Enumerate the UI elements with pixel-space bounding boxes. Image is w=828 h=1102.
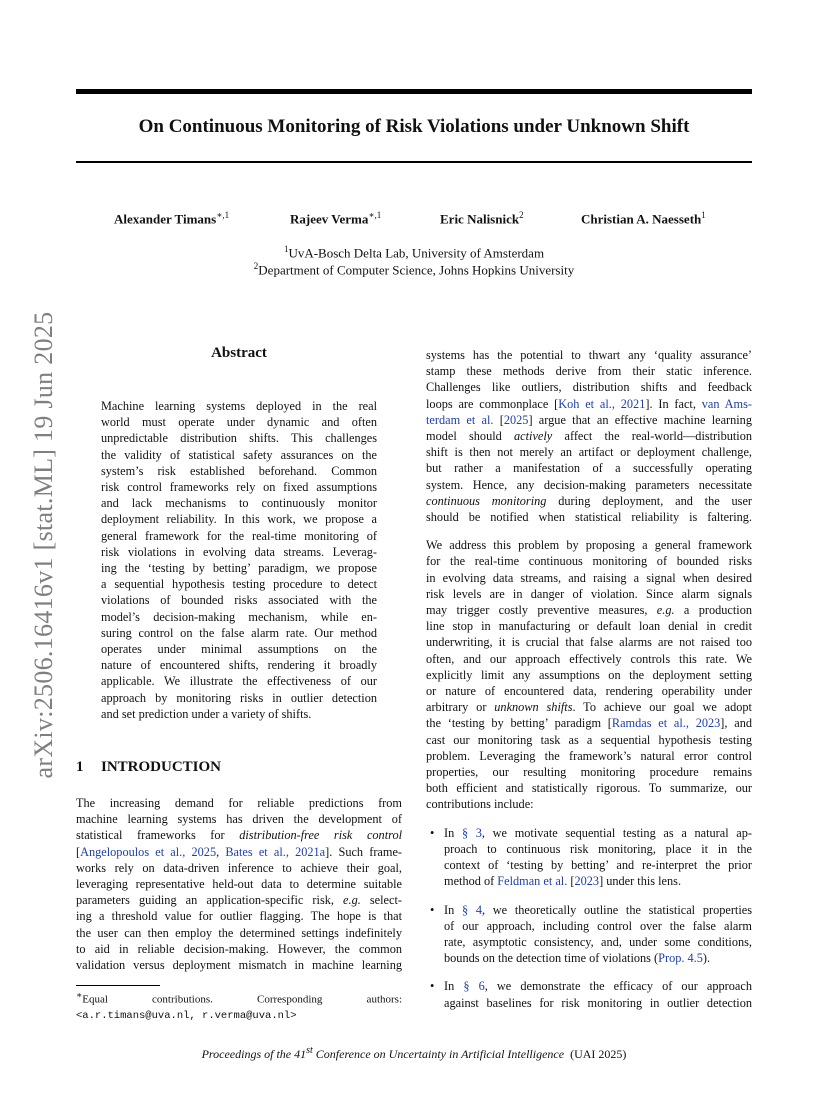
citation-link[interactable]: Bates et al., 2021a <box>225 844 326 859</box>
text-span: cast our monitoring task as a sequential hypothesis testing <box>426 732 752 747</box>
text-line <box>426 748 752 764</box>
text-span: The increasing demand for reliable predictions from <box>76 796 402 810</box>
text-line <box>426 732 752 748</box>
text-span: parameters guiding an application-specific risk, <box>76 893 344 908</box>
abstract-line: risk violations in evolving data streams. Leverag- <box>101 544 377 559</box>
text-line <box>76 908 402 924</box>
text-line <box>76 957 402 973</box>
footnote-emails: <a.r.timans@uva.nl, r.verma@uva.nl> <box>76 1009 297 1022</box>
text-span: Challenges like outliers, distribution shifts and feedback <box>426 380 752 395</box>
text-span: [ <box>567 874 575 889</box>
text-span: against baselines for risk monitoring in outlier detection <box>444 995 752 1010</box>
title-bottom-rule <box>76 161 752 163</box>
text-span: model should <box>426 429 515 444</box>
text-line <box>444 873 752 889</box>
text-span: may trigger costly preventive measures, <box>426 603 657 618</box>
text-span: a production <box>674 603 752 618</box>
text-line <box>426 683 752 699</box>
text-line <box>444 978 752 994</box>
citation-link[interactable]: van Ams- <box>701 396 752 411</box>
text-span: should be notified when statistical reliability is faltering. <box>426 510 752 525</box>
abstract-line: nature of encountered shifts, rendering it broadly <box>101 658 377 673</box>
text-span: system. Hence, any decision-making parameters necessitate <box>426 477 752 492</box>
footnote <box>76 988 402 1024</box>
intro-left-column <box>76 795 402 973</box>
text-line <box>444 934 752 950</box>
text-span: leveraging representative held-out data to determine suitable <box>76 877 402 892</box>
text-line <box>444 841 752 857</box>
text-span: [ <box>493 412 504 427</box>
text-span: proach to continuous risk monitoring, place it in the <box>444 841 752 856</box>
text-span: risk levels are in danger of violation. Since alarm signals <box>426 586 752 601</box>
text-span: stamp these methods derive from their static inference. <box>426 364 752 379</box>
abstract-line: risk control frameworks rely on fixed assumptions <box>101 480 377 495</box>
text-span: method of <box>444 874 498 889</box>
abstract-heading: Abstract <box>211 345 267 361</box>
text-span: , we theoretically outline the statistical properties <box>482 902 752 917</box>
text-span: In <box>444 902 462 917</box>
contribution-item <box>426 825 752 890</box>
text-line <box>444 995 752 1011</box>
text-line <box>426 715 752 731</box>
text-span: the ‘testing by betting’ paradigm [ <box>426 716 612 731</box>
text-span: line stop in manufacturing or default loan denial in credit <box>426 619 752 634</box>
abstract-line: model’s decision-making mechanism, while en- <box>101 609 377 624</box>
bullet-icon: • <box>430 979 435 994</box>
text-span: , we motivate sequential testing as a natural ap- <box>481 825 752 840</box>
text-span: shift is then not merely an artifact or deployment challenge, <box>426 445 752 460</box>
intro-paragraph <box>426 537 752 812</box>
text-line <box>426 602 752 618</box>
text-span: In <box>444 825 462 840</box>
citation-link[interactable]: Ramdas et al., 2023 <box>611 716 721 731</box>
text-line <box>426 347 752 363</box>
text-span: statistical frameworks for <box>76 828 240 843</box>
text-line <box>76 941 402 957</box>
abstract-line: a sequential hypothesis testing procedure to detect <box>101 577 377 592</box>
footnote-mark: ∗ <box>76 990 83 1000</box>
text-line <box>426 537 752 553</box>
citation-link[interactable]: Koh et al., 2021 <box>558 396 646 411</box>
affiliation: $^2$Department of Computer Science, Johns Hopkins University <box>253 261 575 278</box>
text-span: of our approach, including control over the false alarm <box>444 918 752 933</box>
arxiv-stamp: arXiv:2506.16416v1 [stat.ML] 19 Jun 2025 <box>29 311 58 779</box>
abstract-line: and lack mechanisms to continuously monitor <box>101 496 377 511</box>
text-line <box>426 570 752 586</box>
text-line <box>426 444 752 460</box>
citation-link[interactable]: Feldman et al. <box>497 874 568 889</box>
emphasis-text: e.g. <box>656 603 675 618</box>
footnote-rule <box>76 985 160 986</box>
citation-link[interactable]: terdam et al. <box>426 412 494 427</box>
text-line <box>426 493 752 509</box>
text-span: In <box>444 979 464 994</box>
emphasis-text: e.g. <box>343 893 361 908</box>
text-span: works rely on data-driven inference to achieve their goal, <box>76 860 402 875</box>
text-span: the user can then employ the determined settings indefinitely <box>76 925 402 940</box>
text-line <box>76 795 402 811</box>
text-line <box>444 902 752 918</box>
text-line <box>426 618 752 634</box>
abstract-line: applicable. We illustrate the effectiveness of our <box>101 674 377 689</box>
citation-link[interactable]: § 3 <box>461 825 482 840</box>
text-line <box>426 699 752 715</box>
text-line <box>426 428 752 444</box>
abstract-line: general framework for the real-time monitoring of <box>101 528 377 543</box>
text-span: for the real-time continuous monitoring of bounded risks <box>426 554 752 569</box>
citation-link[interactable]: § 6 <box>463 979 485 994</box>
abstract-line: violations of bounded risks associated with the <box>101 593 377 608</box>
bullet-icon: • <box>430 825 435 840</box>
text-span: explicitly limit any assumptions on the deployment setting <box>426 667 752 682</box>
emphasis-text: continuous monitoring <box>426 493 547 508</box>
text-span: We address this problem by proposing a general framework <box>426 538 752 553</box>
text-span: . To achieve our goal we adopt <box>572 700 752 715</box>
text-span: problem. Leveraging the framework’s natural error control <box>426 748 752 763</box>
text-span: in evolving data streams, and raising a signal when desired <box>426 570 752 585</box>
text-span: ]. In fact, <box>645 396 702 411</box>
text-span: ]. Such frame- <box>325 844 403 859</box>
text-span: often, and our approach effectively controls this rate. We <box>426 651 752 666</box>
text-span: , we demonstrate the efficacy of our approach <box>484 979 752 994</box>
text-line <box>426 553 752 569</box>
intro-right-column <box>426 347 752 1023</box>
citation-link[interactable]: 2025 <box>503 412 529 427</box>
text-line <box>426 764 752 780</box>
abstract-body <box>101 398 377 722</box>
text-line <box>444 950 752 966</box>
abstract-line: system’s risk established beforehand. Common <box>101 463 377 478</box>
text-span: bounds on the detection time of violations ( <box>444 951 659 966</box>
text-line <box>426 780 752 796</box>
text-span: machine learning systems has driven the development of <box>76 812 402 827</box>
footnote-label: Equal contributions. Corresponding authors: <box>82 993 402 1006</box>
author-name: Rajeev Verma$^{∗,1}$ <box>290 210 382 227</box>
text-line <box>76 925 402 941</box>
citation-link[interactable]: 2023 <box>574 874 600 889</box>
emphasis-text: unknown shifts <box>494 700 573 715</box>
text-line <box>426 412 752 428</box>
text-span: context of ‘testing by betting’ and re-interpret the prior <box>444 858 752 873</box>
text-line <box>426 667 752 683</box>
text-span: or nature of encountered data, rendering operability under <box>426 684 752 699</box>
text-span: ] argue that an effective machine learning <box>528 412 752 427</box>
emphasis-text: distribution-free risk control <box>239 828 403 843</box>
text-line <box>76 876 402 892</box>
emphasis-text: actively <box>514 429 553 444</box>
citation-link[interactable]: Prop. 4.5 <box>658 951 703 966</box>
text-span: both efficient and statistically rigorous. To summarize, our <box>426 781 752 796</box>
contribution-item <box>426 978 752 1010</box>
proceedings-footer: Proceedings of the 41st Conference on Uncertainty in Artificial Intelligence (UAI 2025) <box>201 1045 627 1061</box>
text-line <box>444 918 752 934</box>
text-line <box>426 477 752 493</box>
text-span: ). <box>702 951 711 966</box>
text-line <box>426 796 752 812</box>
abstract-line: ing the ‘testing by betting’ paradigm, we propose <box>101 561 377 576</box>
paper-title: On Continuous Monitoring of Risk Violations under Unknown Shift <box>138 116 690 137</box>
text-line <box>426 509 752 525</box>
text-span: contributions include: <box>426 797 534 812</box>
section-heading: 1 INTRODUCTION <box>76 759 222 775</box>
text-span: loops are commonplace [ <box>426 396 559 411</box>
text-line <box>426 634 752 650</box>
abstract-line: Machine learning systems deployed in the real <box>101 399 377 413</box>
contribution-item <box>426 902 752 967</box>
text-span: systems has the potential to thwart any ‘quality assurance’ <box>426 348 752 362</box>
intro-paragraph <box>426 347 752 525</box>
author-name: Eric Nalisnick$^2$ <box>440 210 524 227</box>
text-span: to aid in reliable decision-making. However, the common <box>76 941 402 956</box>
text-span: select- <box>360 893 402 908</box>
text-span: during deployment, and the user <box>546 493 752 508</box>
abstract-line: world must operate under dynamic and often <box>101 415 377 430</box>
abstract-line: the validity of statistical safety assurances on the <box>101 447 377 462</box>
text-line <box>426 460 752 476</box>
author-name: Alexander Timans$^{∗,1}$ <box>114 210 230 227</box>
abstract-line: suring control on the false alarm rate. Our method <box>101 625 377 640</box>
text-line <box>76 892 402 908</box>
text-span: ing a threshold value for outlier flagging. The hope is that <box>76 909 402 924</box>
text-line <box>444 825 752 841</box>
text-span: , <box>216 844 226 859</box>
text-line <box>426 651 752 667</box>
top-rule <box>76 89 752 94</box>
text-span: affect the real-world—distribution <box>552 429 752 444</box>
author-name: Christian A. Naesseth$^1$ <box>581 210 706 227</box>
text-line <box>426 586 752 602</box>
citation-link[interactable]: § 4 <box>461 902 482 917</box>
text-span: validation versus deployment mismatch in machine learning <box>76 958 402 973</box>
text-line <box>426 363 752 379</box>
text-line <box>444 857 752 873</box>
text-line <box>76 860 402 876</box>
abstract-line: approach by monitoring risks in outlier detection <box>101 690 377 705</box>
citation-link[interactable]: Angelopoulos et al., 2025 <box>80 844 217 859</box>
affiliation: $^1$UvA-Bosch Delta Lab, University of Amsterdam <box>283 244 545 261</box>
abstract-line: unpredictable distribution shifts. This challenges <box>101 431 377 446</box>
text-span: [ <box>76 844 81 859</box>
text-span: ] under this lens. <box>599 874 682 889</box>
bullet-icon: • <box>430 902 435 917</box>
text-span: properties, our resulting monitoring procedure remains <box>426 765 752 780</box>
text-span: underwriting, it is crucial that false alarms are not raised too <box>426 635 752 650</box>
text-line <box>76 827 402 843</box>
text-span: but rather a manifestation of a successfully operating <box>426 461 752 476</box>
text-span: rate, asymptotic consistency, and, under some conditions, <box>444 934 752 949</box>
text-line <box>76 844 402 860</box>
abstract-line: deployment reliability. In this work, we propose a <box>101 512 377 527</box>
text-line <box>426 396 752 412</box>
abstract-line: and set prediction under a variety of shifts. <box>101 706 312 721</box>
text-span: arbitrary or <box>426 700 495 715</box>
text-line <box>76 811 402 827</box>
abstract-line: operates under minimal assumptions on the <box>101 642 377 657</box>
text-line <box>426 379 752 395</box>
text-span: ], and <box>720 716 752 731</box>
contributions-list <box>426 825 752 1011</box>
